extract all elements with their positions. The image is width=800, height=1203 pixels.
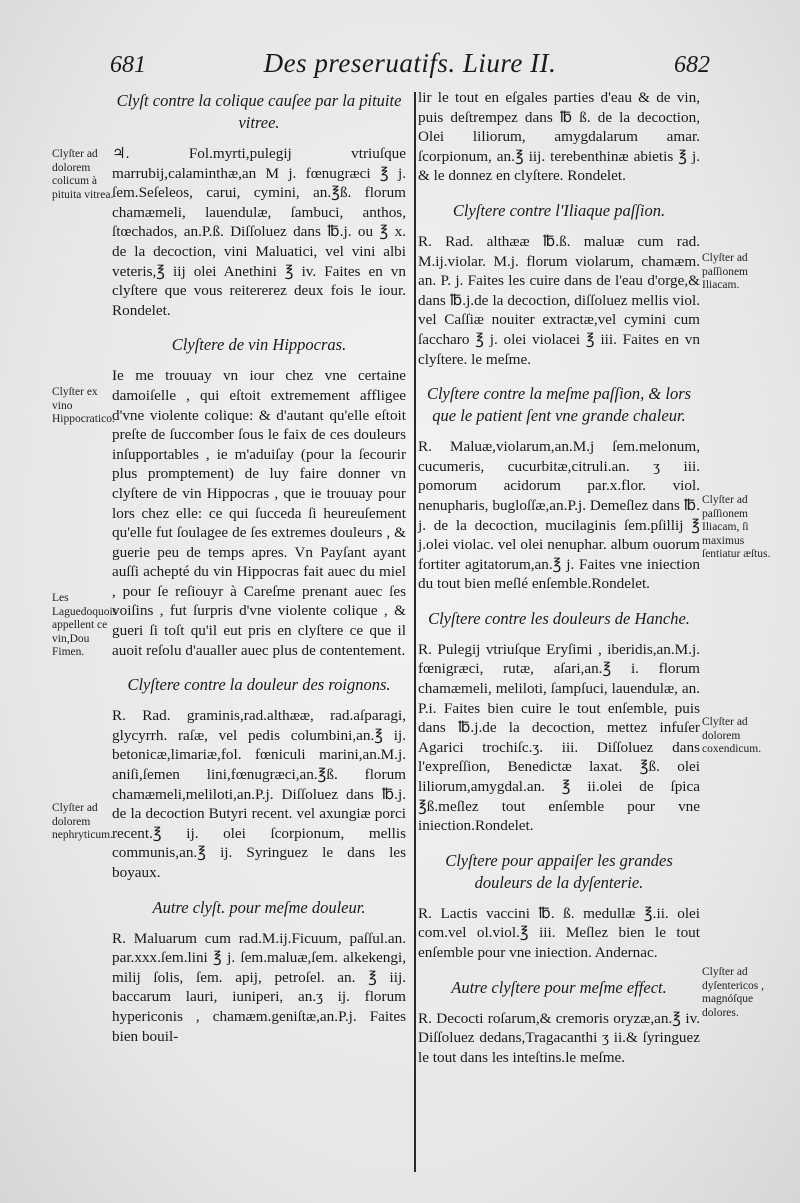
margin-note-right: Clyſter ad paſſionem Iliacam. bbox=[702, 252, 748, 291]
section-text: R. Rad. althææ ℔.ß. maluæ cum rad. M.ij.violar. M.j. florum violarum, chamæm. an. P. j. Faites les cuire dans de l'eau d'orge,& dans ℔.j.de la decoction, diſſoluez mellis viol. vel Caſſiæ nouiter extractæ,vel cymini cum ſaccharo ℥ j. olei violacei ℥ iii. Faites en vn clyſtere. le meſme. bbox=[418, 232, 700, 368]
margin-note-right: Clyſter ad paſſionem Iliacam, ſi maximus ſentiatur æſtus. bbox=[702, 494, 771, 560]
section-text: R. Maluarum cum rad.M.ij.Ficuum, paſſul.an. par.xxx.ſem.lini ℥ j. ſem.maluæ,ſem. alkekengi, milij ſolis, ſem. apij, petroſel. an. ℥ iij. baccarum lauri, iuniperi, an.ʒ ij. florum hypericonis , chamæm.geniſtæ,an.P.j. Faites bien bouil- bbox=[112, 929, 406, 1045]
section-text: R. Pulegij vtriuſque Eryſimi , iberidis,an.M.j. fœnigræci, rutæ, aſari,an.℥ i. florum chamæmeli, meliloti, ſampſuci, lauendulæ, an. P.i. Faites bien cuire le tout enſemble, puis dans ℔.j.de la decoction, mettez infuſer Agarici trochiſc.ʒ. iii. Diſſoluez dans l'expreſſion, Benedictæ laxat. ℥ß. olei liliorum,amygdal.an. ℥ ii.olei de ſpica ℥ß.meſlez tout enſemble pour vne iniection.Rondelet. bbox=[418, 640, 700, 835]
margin-note-right: Clyſter ad dolorem coxendicum. bbox=[702, 716, 762, 755]
left-column bbox=[112, 88, 406, 1060]
running-title: Des preseruatifs. Liure II. bbox=[263, 48, 557, 78]
left-page-number: 681 bbox=[110, 52, 146, 78]
section-text: lir le tout en eſgales parties d'eau & de vin, puis deſtrempez dans ℔ ß. de la decoction, Olei liliorum, amygdalarum amar. ſcorpionum, an.℥ iij. terebenthinæ abietis ℥ j. & le donnez en clyſtere. Rondelet. bbox=[418, 89, 700, 185]
section-text: R. Rad. graminis,rad.althææ, rad.aſparagi, glycyrrh. raſæ, vel pedis columbini,an.℥ ij. betonicæ,limariæ,fol. fœniculi marini,an.M.j. aniſi,ſemen lini,fœnugræci,an.℥ß. florum chamæmeli,meliloti,an.P.j. Diſſoluez dans ℔.j. de la decoction Butyri recent. vel axungiæ porci recent.℥ ij. olei ſcorpionum, mellis communis,an.℥ ij. Syringuez le dans les boyaux. bbox=[112, 707, 406, 881]
section-text: ♃. Fol.myrti,pulegij vtriuſque marrubij,calaminthæ,an M j. fœnugræci ℥ j. ſem.Seſeleos, carui, cymini, an.℥ß. florum chamæmeli, lauendulæ, ſambuci, anthos, ſtœchados, an.P.ß. Diſſoluez dans ℔.j. ou ℥ x. de la decoction, vini Maluatici, vel vini albi veteris,℥ iij olei Anethini ℥ iv. Faites en vn clyſtere que vous reitererez deux fois le iour. Rondelet. bbox=[112, 145, 406, 319]
section-heading: Clyſtere pour appaiſer les grandes douleurs de la dyſenterie. bbox=[445, 850, 673, 892]
section-iliaque bbox=[418, 200, 700, 369]
section-autre-clyst bbox=[112, 897, 406, 1047]
running-header bbox=[110, 48, 710, 88]
section-heading: Clyſtere contre les douleurs de Hanche. bbox=[428, 608, 690, 628]
section-dysenterie bbox=[418, 850, 700, 963]
section-heading: Clyſtere contre la douleur des roignons. bbox=[127, 675, 391, 695]
column-divider bbox=[414, 92, 416, 1172]
section-grande-chaleur bbox=[418, 383, 700, 594]
margin-note-left: Clyſter ad dolorem nephryticum. bbox=[52, 802, 113, 841]
margin-note-left: Clyſter ad dolorem colicum à pituita vitrea. bbox=[52, 148, 114, 201]
section-colique bbox=[112, 90, 406, 320]
margin-note-right: Clyſter ad dyſentericos , magnóſque dolores. bbox=[702, 966, 764, 1019]
right-column bbox=[418, 88, 700, 1081]
right-page-number: 682 bbox=[673, 52, 710, 78]
section-hippocras bbox=[112, 334, 406, 660]
section-heading: Autre clyſt. pour meſme douleur. bbox=[152, 897, 366, 917]
section-hanche bbox=[418, 608, 700, 836]
section-autre-effect bbox=[418, 977, 700, 1068]
section-heading: Clyſt contre la colique cauſee par la pituite vitree. bbox=[116, 91, 402, 132]
section-continuation bbox=[418, 88, 700, 186]
section-roignons bbox=[112, 674, 406, 882]
section-text: R. Decocti roſarum,& cremoris oryzæ,an.℥ iv. Diſſoluez dedans,Tragacanthi ʒ ii.& ſyringuez le tout dans les inteſtins.le meſme. bbox=[418, 1009, 700, 1066]
margin-note-left: Clyſter ex vino Hippocratico. bbox=[52, 386, 115, 425]
section-heading: Clyſtere contre la meſme paſſion, & lors que le patient ſent vne grande chaleur. bbox=[426, 384, 692, 426]
section-heading: Autre clyſtere pour meſme effect. bbox=[451, 977, 667, 997]
margin-note-left: Les Laguedoquois appellent ce vin,Dou Fimen. bbox=[52, 592, 118, 658]
section-text: R. Maluæ,violarum,an.M.j ſem.melonum, cucumeris, cucurbitæ,citruli.an. ʒ iii. pomorum acidorum par.x.flor. viol. nenupharis, bugloſſæ,an.P.j. Demeſlez dans ℔. j. de la decoction, mucilaginis ſem.pſillij ℥ j.olei violac. vel olei nenuphar. album ouorum fortiter agitatorum,an.℥ j. Faites vne iniection du tout bien meſlé enſemble.Rondelet. bbox=[418, 438, 700, 593]
section-text: R. Lactis vaccini ℔. ß. medullæ ℥.ii. olei com.vel ol.viol.℥ iii. Meſlez bien le tout enſemble pour vne iniection. Andernac. bbox=[418, 904, 700, 961]
section-text: Ie me trouuay vn iour chez vne certaine damoiſelle , qui eſtoit extremement affligee d'vne violente colique: & d'autant qu'elle eſtoit preſte de ſuccomber ſous le faix de ces douleurs inſupportables , ie m'aduiſay (pour la ſecourir plus promptement) de luy faire donner vn clyſtere de vin Hippocras , que ie trouuay pour lors chez elle: ce qui ſucceda ſi heureuſement qu'elle fut ſoulagee de ſes extremes douleurs , & guerie peu de temps apres. Vn Payſant ayant auſſi achepté du vin Hippocras fait auec du miel , pour ſe reſiouyr à Careſme prenant auec ſes voiſins , fut ſurpris d'vne violente colique , & gueri ſi toſt qu'il eut pris en clyſtere ce que il auoit reſolu d'aualler auec plus de contentement. bbox=[112, 367, 406, 659]
section-heading: Clyſtere de vin Hippocras. bbox=[171, 335, 347, 355]
section-heading: Clyſtere contre l'Iliaque paſſion. bbox=[452, 200, 666, 220]
